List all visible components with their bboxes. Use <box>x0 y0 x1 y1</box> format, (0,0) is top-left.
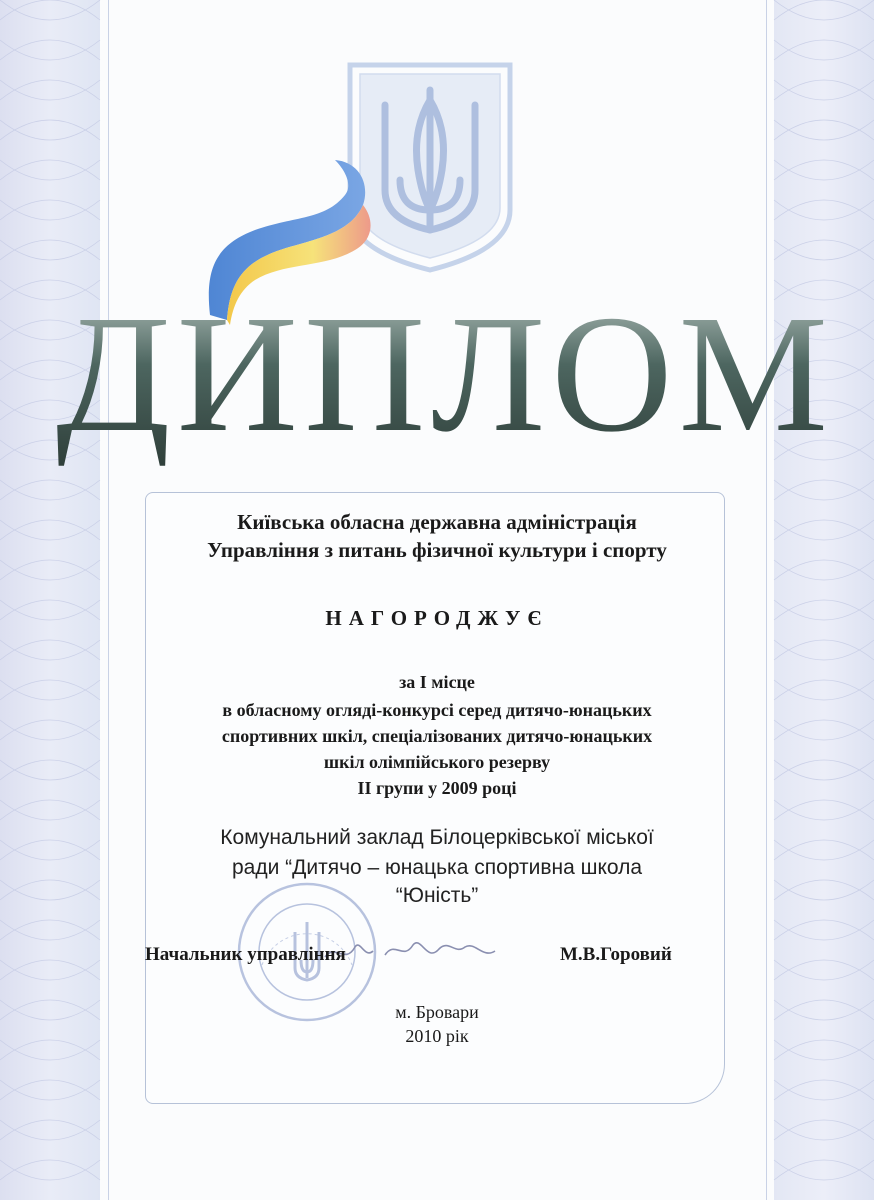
signatory-name: М.В.Горовий <box>560 944 672 965</box>
diploma-title-text: ДИПЛОМ <box>56 281 834 467</box>
organization-line-1: Київська обласна державна адміністрація <box>237 510 637 534</box>
reason-line-5: II групи у 2009 році <box>357 778 517 798</box>
reason-line-2: в обласному огляді-конкурсі серед дитячо-юнацьких <box>222 700 652 720</box>
place: м. Бровари <box>395 1002 479 1022</box>
recipient-line-3: “Юність” <box>395 884 479 907</box>
diploma-title <box>56 281 834 475</box>
recipient-line-1: Комунальний заклад Білоцерківської міської <box>220 826 654 849</box>
award-verb: НАГОРОДЖУЄ <box>325 606 549 630</box>
year: 2010 рік <box>405 1026 469 1046</box>
reason-line-4: шкіл олімпійського резерву <box>323 752 551 772</box>
organization-line-2: Управління з питань фізичної культури і спорту <box>207 538 667 562</box>
reason-line-1: за I місце <box>399 672 475 692</box>
reason-line-3: спортивних шкіл, спеціалізованих дитячо-юнацьких <box>221 726 653 746</box>
recipient-line-2: ради “Дитячо – юнацька спортивна школа <box>231 856 643 879</box>
signatory-title: Начальник управління <box>145 944 346 965</box>
